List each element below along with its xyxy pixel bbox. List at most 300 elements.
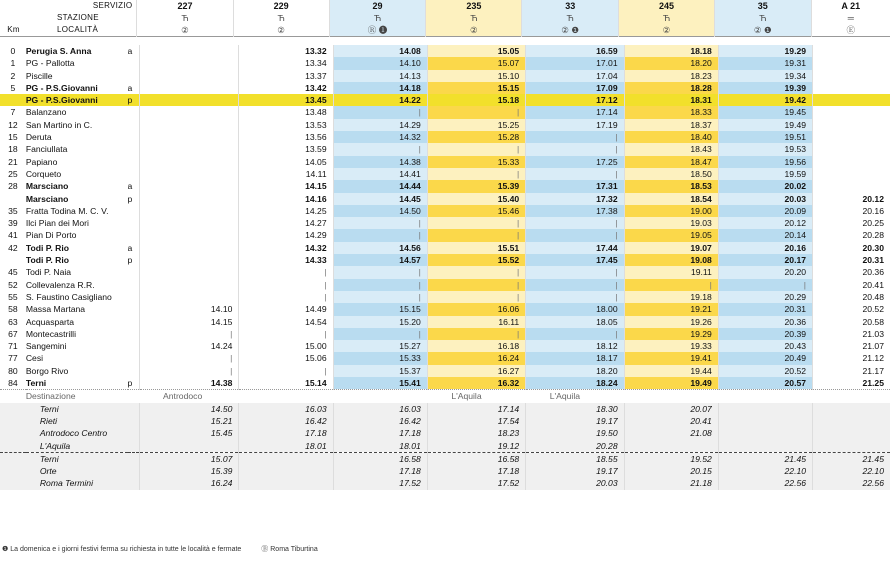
connection-time	[813, 403, 890, 415]
train-time: 19.29	[624, 328, 718, 340]
destination-name	[624, 390, 718, 403]
train-time: 15.20	[333, 316, 427, 328]
arrival-departure-flag	[128, 119, 140, 131]
arrival-departure-flag	[128, 168, 140, 180]
train-time: 15.27	[333, 340, 427, 352]
train-time: 15.10	[427, 70, 525, 82]
train-time: 16.11	[427, 316, 525, 328]
train-category-icon: Ћ	[426, 12, 522, 24]
train-time	[813, 168, 890, 180]
train-service-icon: ② ❶	[522, 24, 618, 37]
table-row	[0, 377, 890, 390]
connection-station: Terni	[26, 452, 139, 465]
destination-name: L'Aquila	[526, 390, 624, 403]
train-time: 19.49	[718, 119, 812, 131]
arrival-departure-flag	[128, 352, 140, 364]
train-time: |	[526, 291, 624, 303]
table-row	[0, 193, 890, 205]
connection-time: 15.07	[139, 452, 239, 465]
connection-time: 19.17	[526, 465, 624, 477]
train-number: 245	[618, 0, 714, 12]
km-value: 58	[8, 304, 18, 315]
train-time: 20.41	[813, 279, 890, 291]
connection-time	[239, 452, 333, 465]
connection-time: 15.21	[139, 415, 239, 427]
station-name: Fratta Todina M. C. V.	[25, 205, 109, 216]
train-time: 14.10	[139, 303, 239, 315]
train-time: 20.12	[718, 217, 812, 229]
connection-time: 17.54	[427, 415, 525, 427]
arrival-departure-flag	[128, 266, 140, 278]
train-time: 15.15	[427, 82, 525, 94]
connection-time	[624, 440, 718, 453]
train-time	[813, 70, 890, 82]
train-time	[813, 156, 890, 168]
km-value: 1	[10, 58, 16, 69]
train-time: 20.28	[813, 229, 890, 241]
connection-time: 21.08	[624, 427, 718, 439]
connection-time: 16.58	[333, 452, 427, 465]
train-time: 19.00	[624, 205, 718, 217]
train-time: 15.52	[427, 254, 525, 266]
train-time: |	[333, 328, 427, 340]
connection-time: 17.52	[427, 477, 525, 489]
arrival-departure-flag	[128, 303, 140, 315]
station-name: Marsciano	[25, 181, 69, 192]
train-time: 14.44	[333, 180, 427, 192]
train-time	[139, 57, 239, 69]
station-name: Massa Martana	[25, 304, 86, 315]
train-time: 20.02	[718, 180, 812, 192]
train-time: |	[526, 168, 624, 180]
train-time	[813, 94, 890, 106]
train-time: 19.11	[624, 266, 718, 278]
train-time: 18.17	[526, 352, 624, 364]
train-time: 14.22	[333, 94, 427, 106]
connection-time: 19.17	[526, 415, 624, 427]
connection-time: 22.56	[718, 477, 812, 489]
table-row	[0, 106, 890, 118]
km-value: 0	[10, 46, 16, 56]
connection-time: 20.15	[624, 465, 718, 477]
destination-name	[718, 390, 812, 403]
connection-station: Rieti	[26, 415, 139, 427]
train-time: 18.24	[526, 377, 624, 390]
train-time	[139, 143, 239, 155]
train-time: 14.38	[333, 156, 427, 168]
train-time: 19.42	[718, 94, 812, 106]
train-time: 16.06	[427, 303, 525, 315]
train-time: |	[333, 143, 427, 155]
arrival-departure-flag: a	[127, 82, 133, 93]
km-value: 35	[8, 205, 18, 216]
train-time: 19.18	[624, 291, 718, 303]
train-time: 20.30	[813, 242, 890, 254]
train-time: 13.59	[239, 143, 333, 155]
train-time: 17.31	[526, 180, 624, 192]
train-time: |	[333, 266, 427, 278]
train-service-icon: Ⓡ ❶	[329, 24, 426, 37]
train-service-icon: ② ❶	[715, 24, 811, 37]
arrival-departure-flag	[128, 365, 140, 377]
train-time: 14.05	[239, 156, 333, 168]
train-time: 19.49	[624, 377, 718, 390]
train-service-icon: ②	[137, 24, 233, 37]
train-time: 20.14	[718, 229, 812, 241]
train-time: 20.31	[718, 303, 812, 315]
train-time: |	[526, 143, 624, 155]
connection-time: 17.52	[333, 477, 427, 489]
train-time	[139, 229, 239, 241]
table-row	[0, 119, 890, 131]
train-time: 13.48	[239, 106, 333, 118]
arrival-departure-flag: a	[127, 242, 133, 253]
table-row	[0, 279, 890, 291]
km-value: 45	[8, 267, 18, 278]
train-time: 14.25	[239, 205, 333, 217]
train-time: 21.17	[813, 365, 890, 377]
train-service-icon: ②	[233, 24, 329, 37]
train-time: 14.16	[239, 193, 333, 205]
km-value: 39	[8, 218, 18, 229]
connection-time	[718, 440, 812, 453]
arrival-departure-flag	[128, 156, 140, 168]
station-name: Pian Di Porto	[25, 230, 77, 241]
connection-time	[718, 427, 812, 439]
train-time: 14.38	[139, 377, 239, 390]
train-time: 17.25	[526, 156, 624, 168]
train-time: 20.16	[718, 242, 812, 254]
connection-time: 14.50	[139, 403, 239, 415]
table-row	[0, 94, 890, 106]
train-time: |	[239, 291, 333, 303]
train-time: 15.05	[427, 45, 525, 57]
connection-time	[239, 477, 333, 489]
train-time: 15.40	[427, 193, 525, 205]
train-time: 15.18	[427, 94, 525, 106]
connection-row	[0, 415, 890, 427]
train-time: 15.06	[239, 352, 333, 364]
train-time: 18.31	[624, 94, 718, 106]
km-value	[0, 427, 26, 439]
train-time: |	[239, 279, 333, 291]
train-time: 14.50	[333, 205, 427, 217]
train-time: |	[718, 279, 812, 291]
train-time: 14.57	[333, 254, 427, 266]
train-time: 16.27	[427, 365, 525, 377]
table-row	[0, 82, 890, 94]
connection-time: 16.58	[427, 452, 525, 465]
servizio-label: SERVIZIO	[92, 1, 133, 10]
connection-row	[0, 440, 890, 453]
train-time: 15.46	[427, 205, 525, 217]
station-name: PG - P.S.Giovanni	[25, 82, 98, 93]
train-time: 14.15	[239, 180, 333, 192]
train-time: 20.36	[718, 316, 812, 328]
train-time: 19.53	[718, 143, 812, 155]
km-value	[0, 94, 26, 106]
km-value: 52	[8, 279, 18, 290]
connection-time: 22.10	[813, 465, 890, 477]
train-time	[813, 131, 890, 143]
train-time: 13.32	[239, 45, 333, 57]
table-row	[0, 340, 890, 352]
train-time: |	[427, 328, 525, 340]
timetable-body	[0, 45, 890, 490]
train-time: 13.56	[239, 131, 333, 143]
connection-row	[0, 465, 890, 477]
train-time: |	[427, 217, 525, 229]
train-time: 14.27	[239, 217, 333, 229]
table-row	[0, 180, 890, 192]
train-time: 16.18	[427, 340, 525, 352]
footnote-2: Ⓑ Roma Tiburtina	[261, 546, 318, 553]
destination-name: L'Aquila	[427, 390, 525, 403]
connection-time: 17.14	[427, 403, 525, 415]
connection-time: 20.28	[526, 440, 624, 453]
station-name: PG - Pallotta	[25, 58, 75, 69]
train-time: 17.14	[526, 106, 624, 118]
train-time: 14.56	[333, 242, 427, 254]
train-time: 20.03	[718, 193, 812, 205]
train-time: |	[427, 229, 525, 241]
train-time: 20.52	[718, 365, 812, 377]
km-value: 77	[8, 353, 18, 364]
train-time: 20.12	[813, 193, 890, 205]
arrival-departure-flag	[128, 205, 140, 217]
arrival-departure-flag: a	[127, 181, 133, 192]
train-time: 19.59	[718, 168, 812, 180]
station-name: Todi P. Naia	[25, 267, 72, 278]
km-value: 41	[8, 230, 18, 241]
connection-time	[239, 465, 333, 477]
km-value: 67	[8, 328, 18, 339]
station-name: PG - P.S.Giovanni	[26, 94, 128, 106]
table-row	[0, 131, 890, 143]
train-time: |	[333, 291, 427, 303]
connection-time: 18.01	[333, 440, 427, 453]
train-time: 19.44	[624, 365, 718, 377]
table-row	[0, 316, 890, 328]
train-time: 17.32	[526, 193, 624, 205]
train-time: 17.12	[526, 94, 624, 106]
table-row	[0, 143, 890, 155]
connection-row	[0, 477, 890, 489]
train-category-icon: Ћ	[522, 12, 618, 24]
train-time: |	[526, 217, 624, 229]
connection-time: 17.18	[239, 427, 333, 439]
train-time: 15.37	[333, 365, 427, 377]
km-value	[0, 390, 26, 403]
train-category-icon: ═	[811, 12, 890, 24]
train-time: 15.25	[427, 119, 525, 131]
stazione-label: STAZIONE	[57, 13, 99, 22]
station-name: Terni	[25, 378, 47, 389]
destination-label: Destinazione	[26, 390, 139, 403]
train-time: 19.51	[718, 131, 812, 143]
train-time: 19.39	[718, 82, 812, 94]
train-time	[139, 131, 239, 143]
km-value: 84	[8, 378, 18, 389]
destination-name	[333, 390, 427, 403]
train-time: 17.45	[526, 254, 624, 266]
train-time: 13.45	[239, 94, 333, 106]
train-time: 14.08	[333, 45, 427, 57]
arrival-departure-flag	[128, 291, 140, 303]
train-time: 18.53	[624, 180, 718, 192]
connection-time: 22.56	[813, 477, 890, 489]
connection-row	[0, 452, 890, 465]
table-row	[0, 242, 890, 254]
connection-time: 21.18	[624, 477, 718, 489]
train-time: 14.13	[333, 70, 427, 82]
connection-station: Roma Termini	[26, 477, 139, 489]
connection-time: 18.01	[239, 440, 333, 453]
footnote-1: ❶ La domenica e i giorni festivi ferma su richiesta in tutte le località e fermate	[2, 546, 242, 553]
localita-label: LOCALITÀ	[57, 25, 99, 34]
train-time: 19.08	[624, 254, 718, 266]
station-name: Marsciano	[25, 193, 69, 204]
arrival-departure-flag	[128, 143, 140, 155]
train-time: 18.50	[624, 168, 718, 180]
train-time: 15.33	[333, 352, 427, 364]
train-time: 20.57	[718, 377, 812, 390]
train-time: |	[139, 352, 239, 364]
connection-time: 21.45	[718, 452, 812, 465]
destination-row	[0, 390, 890, 403]
train-time: 14.32	[333, 131, 427, 143]
train-time: 21.03	[813, 328, 890, 340]
station-name: Collevalenza R.R.	[25, 279, 95, 290]
train-time: 16.24	[427, 352, 525, 364]
connection-time	[139, 440, 239, 453]
train-time	[813, 82, 890, 94]
connection-time: 19.50	[526, 427, 624, 439]
station-name: Deruta	[25, 132, 52, 143]
train-time: 18.54	[624, 193, 718, 205]
connection-time: 19.12	[427, 440, 525, 453]
train-time	[139, 291, 239, 303]
station-name: Fanciullata	[25, 144, 68, 155]
connection-time	[813, 427, 890, 439]
train-time: 18.37	[624, 119, 718, 131]
train-time: 14.33	[239, 254, 333, 266]
table-row	[0, 266, 890, 278]
destination-name: Antrodoco	[139, 390, 239, 403]
train-time: 20.58	[813, 316, 890, 328]
train-time	[813, 180, 890, 192]
km-value: 15	[8, 132, 18, 143]
connection-time: 18.23	[427, 427, 525, 439]
train-time: |	[239, 328, 333, 340]
train-time: 19.21	[624, 303, 718, 315]
train-time: 13.37	[239, 70, 333, 82]
arrival-departure-flag	[128, 106, 140, 118]
train-time: |	[526, 328, 624, 340]
connection-time: 21.45	[813, 452, 890, 465]
train-time: |	[139, 328, 239, 340]
train-time: 20.25	[813, 217, 890, 229]
km-value	[0, 477, 26, 489]
connection-time	[718, 403, 812, 415]
train-time	[139, 205, 239, 217]
km-value: 21	[8, 156, 18, 167]
train-time: 15.07	[427, 57, 525, 69]
station-name: Papiano	[25, 156, 58, 167]
destination-name	[239, 390, 333, 403]
train-time: 15.14	[239, 377, 333, 390]
timetable-header	[0, 0, 890, 37]
connection-station: Terni	[26, 403, 139, 415]
km-value: 12	[8, 119, 18, 130]
train-number: 235	[426, 0, 522, 12]
train-time: 13.42	[239, 82, 333, 94]
train-time: 18.33	[624, 106, 718, 118]
train-time: 15.28	[427, 131, 525, 143]
train-time: |	[333, 229, 427, 241]
connection-time: 16.24	[139, 477, 239, 489]
km-value: 28	[8, 181, 18, 192]
km-value: 80	[8, 365, 18, 376]
train-service-icon: ②	[426, 24, 522, 37]
train-time: 14.29	[239, 229, 333, 241]
train-time: 13.34	[239, 57, 333, 69]
train-time	[139, 119, 239, 131]
train-time: |	[427, 143, 525, 155]
km-value	[0, 403, 26, 415]
station-name: Corqueto	[25, 168, 62, 179]
train-time: 17.19	[526, 119, 624, 131]
train-category-icon: Ћ	[618, 12, 714, 24]
train-time: 19.05	[624, 229, 718, 241]
station-name: Sangemini	[25, 341, 67, 352]
arrival-departure-flag: p	[127, 378, 133, 389]
train-time: 18.47	[624, 156, 718, 168]
train-time: 19.56	[718, 156, 812, 168]
train-time: 21.25	[813, 377, 890, 390]
station-name: Balanzano	[25, 107, 67, 118]
connection-station: L'Aquila	[26, 440, 139, 453]
connection-time: 15.39	[139, 465, 239, 477]
train-time	[139, 168, 239, 180]
table-row	[0, 365, 890, 377]
station-name: San Martino in C.	[25, 119, 93, 130]
train-time: 17.04	[526, 70, 624, 82]
train-time: |	[427, 279, 525, 291]
train-time: 15.39	[427, 180, 525, 192]
train-time	[139, 180, 239, 192]
train-time: 20.17	[718, 254, 812, 266]
train-number: 227	[137, 0, 233, 12]
train-time	[139, 106, 239, 118]
train-time: |	[427, 106, 525, 118]
train-time: |	[333, 279, 427, 291]
train-time: 20.20	[718, 266, 812, 278]
train-time: 19.26	[624, 316, 718, 328]
train-time: 17.38	[526, 205, 624, 217]
train-time	[139, 217, 239, 229]
table-row	[0, 217, 890, 229]
table-row	[0, 352, 890, 364]
train-time: 20.49	[718, 352, 812, 364]
km-value	[0, 254, 26, 266]
destination-name	[813, 390, 890, 403]
connection-station: Orte	[26, 465, 139, 477]
table-row	[0, 205, 890, 217]
train-time: 14.54	[239, 316, 333, 328]
train-time: 19.07	[624, 242, 718, 254]
km-value: 71	[8, 341, 18, 352]
